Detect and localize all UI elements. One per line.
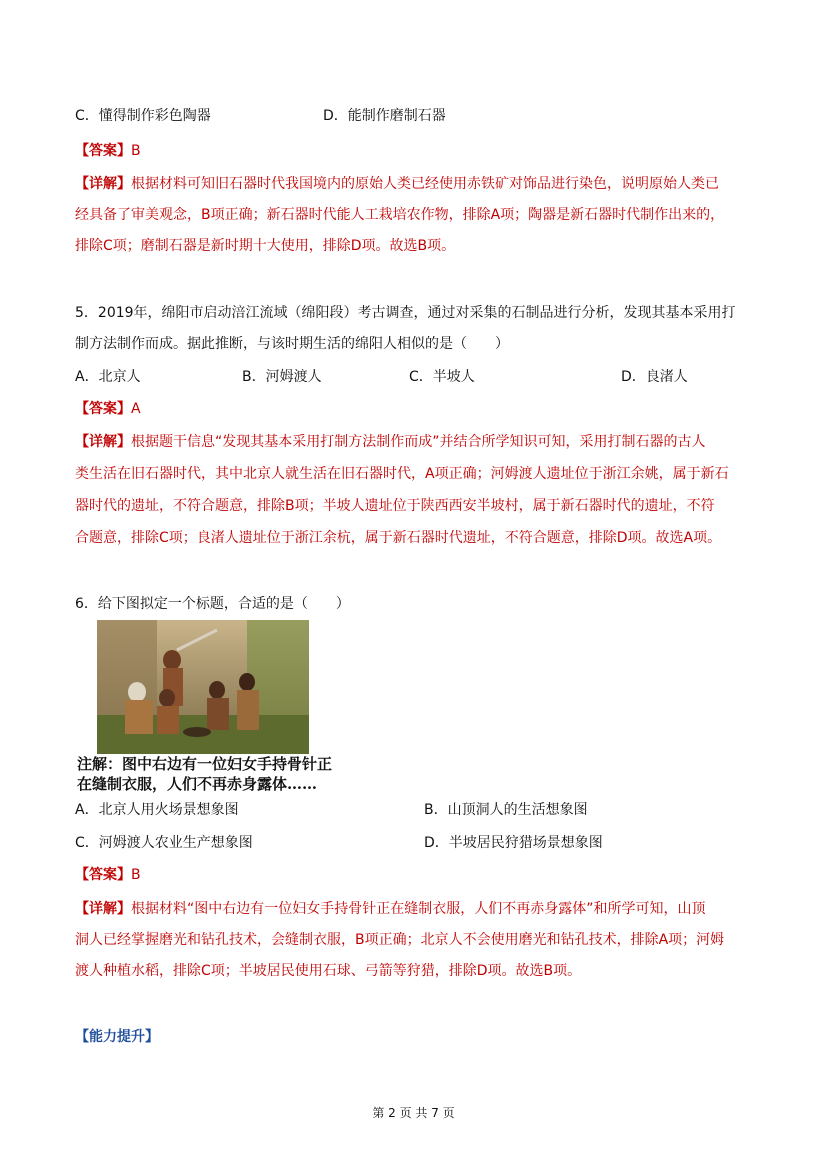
q5-stem-line-1: 5．2019年，绵阳市启动涪江流域（绵阳段）考古调查，通过对采集的石制品进行分析，发现其基本采用打 [75, 305, 736, 321]
q4-option-d: D．能制作磨制石器 [323, 108, 446, 124]
detail-tag: 【详解】 [75, 176, 131, 192]
q6-option-d: D．半坡居民狩猎场景想象图 [424, 835, 603, 851]
answer-tag: 【答案】 [75, 867, 131, 883]
illustration-image [97, 620, 309, 754]
q6-detail-line-3: 渡人种植水稻，排除C项；半坡居民使用石球、弓箭等狩猎，排除D项。故选B项。 [75, 963, 582, 979]
q5-option-b: B．河姆渡人 [242, 369, 322, 385]
q5-detail-line-2: 类生活在旧石器时代，其中北京人就生活在旧石器时代，A项正确；河姆渡人遗址位于浙江余姚，属于新石 [75, 466, 729, 482]
answer-tag: 【答案】 [75, 401, 131, 417]
q6-option-a: A．北京人用火场景想象图 [75, 802, 239, 818]
answer-tag: 【答案】 [75, 143, 131, 159]
q5-stem-line-2: 制方法制作而成。据此推断，与该时期生活的绵阳人相似的是（ ） [75, 336, 509, 352]
answer-value: B [131, 867, 141, 883]
q5-option-c: C．半坡人 [409, 369, 475, 385]
q5-detail-line-4: 合题意，排除C项；良渚人遗址位于浙江余杭，属于新石器时代遗址，不符合题意，排除D项。故选A项。 [75, 530, 722, 546]
q5-detail-line-1 [75, 432, 706, 452]
page-footer: 第 2 页 共 7 页 [372, 1106, 455, 1120]
q5-detail-line-3: 器时代的遗址，不符合题意，排除B项；半坡人遗址位于陕西西安半坡村，属于新石器时代的遗址，不符 [75, 498, 715, 514]
q4-detail-line-1 [75, 174, 719, 194]
q5-option-a: A．北京人 [75, 369, 141, 385]
answer-value: A [131, 401, 141, 417]
q6-option-c: C．河姆渡人农业生产想象图 [75, 835, 253, 851]
section-title: 【能力提升】 [75, 1029, 159, 1045]
q6-option-b: B．山顶洞人的生活想象图 [424, 802, 588, 818]
detail-tag: 【详解】 [75, 434, 131, 450]
figure-caption-line-2: 在缝制衣服，人们不再赤身露体…… [77, 775, 318, 793]
q4-detail-line-3: 排除C项；磨制石器是新时期十大使用，排除D项。故选B项。 [75, 238, 456, 254]
q5-option-d: D．良渚人 [621, 369, 688, 385]
q4-detail-line-2: 经具备了审美观念，B项正确；新石器时代能人工栽培农作物，排除A项；陶器是新石器时代制作出来的， [75, 207, 725, 223]
q4-option-c: C．懂得制作彩色陶器 [75, 108, 211, 124]
q6-answer [75, 865, 141, 885]
q6-detail-line-1 [75, 899, 706, 919]
detail-tag: 【详解】 [75, 901, 131, 917]
q5-answer [75, 399, 141, 419]
q4-answer [75, 141, 141, 161]
detail-text: 根据题干信息“发现其基本采用打制方法制作而成”并结合所学知识可知，采用打制石器的古人 [131, 434, 706, 450]
figure-caption-line-1: 注解：图中右边有一位妇女手持骨针正 [77, 755, 333, 773]
q6-detail-line-2: 洞人已经掌握磨光和钻孔技术，会缝制衣服，B项正确；北京人不会使用磨光和钻孔技术，排除A项；河姆 [75, 932, 725, 948]
detail-text: 根据材料“图中右边有一位妇女手持骨针正在缝制衣服，人们不再赤身露体”和所学可知，山顶 [131, 901, 706, 917]
cave-people-illustration [97, 620, 309, 754]
answer-value: B [131, 143, 141, 159]
q6-stem: 6．给下图拟定一个标题，合适的是（ ） [75, 596, 350, 612]
detail-text: 根据材料可知旧石器时代我国境内的原始人类已经使用赤铁矿对饰品进行染色，说明原始人类已 [131, 176, 719, 192]
